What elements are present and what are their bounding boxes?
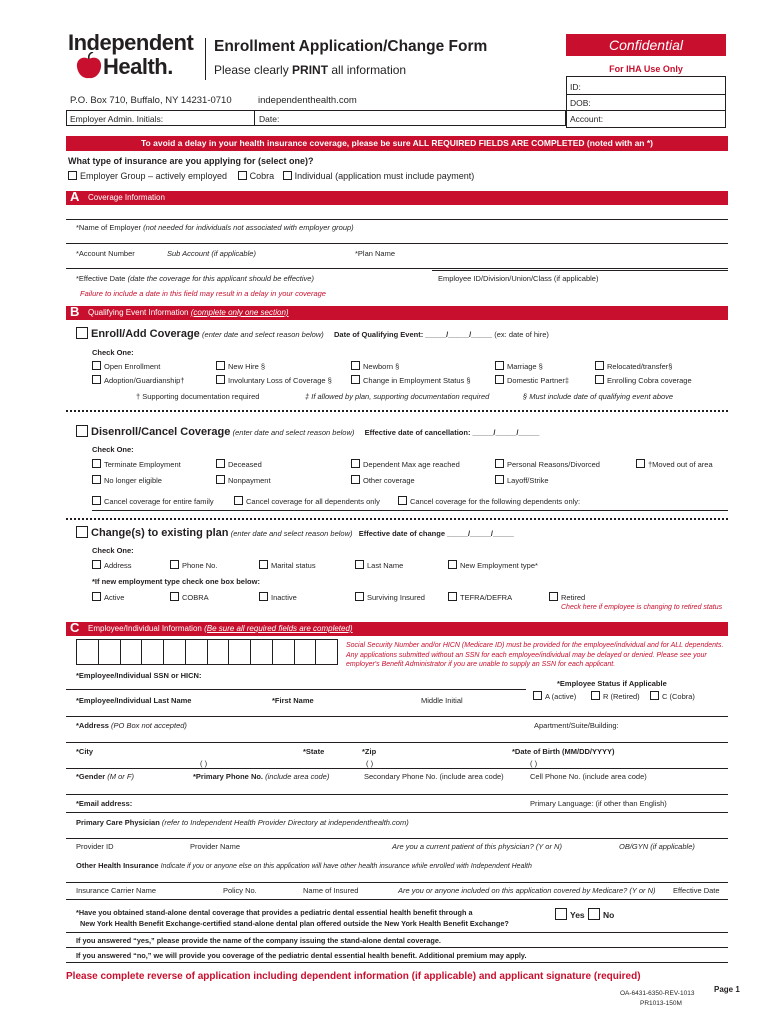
logo-wordmark-top: Independent	[68, 30, 194, 55]
middle-initial[interactable]: Middle Initial	[421, 696, 463, 705]
insurance-individual[interactable]: Individual (application must include payment)	[283, 171, 475, 181]
enroll-newborn[interactable]: Newborn §	[351, 361, 399, 371]
emp-cobra[interactable]: COBRA	[170, 592, 209, 602]
status-active[interactable]: A (active)	[533, 691, 576, 701]
last-name[interactable]: *Employee/Individual Last Name	[76, 696, 192, 705]
employee-status-label: *Employee Status if Applicable	[557, 679, 667, 688]
employer-admin-row	[66, 110, 566, 126]
confidential-banner: Confidential	[566, 34, 726, 56]
cancel-following-dependents[interactable]: Cancel coverage for the following dependents only:	[398, 496, 580, 506]
state-field[interactable]: *State	[303, 747, 325, 756]
enroll-add-coverage: Enroll/Add Coverage (enter date and select reason below) Date of Qualifying Event: _____/_____/_____ (ex: date of hire)	[76, 327, 549, 340]
print-code: PR1013-150M	[640, 1000, 682, 1007]
form-code: OA-6431-6350-REV-1013	[620, 990, 695, 997]
primary-phone[interactable]: *Primary Phone No. (include area code)	[193, 772, 330, 781]
obgyn[interactable]: OB/GYN (if applicable)	[619, 842, 695, 851]
area-code-parens: ( )	[530, 759, 538, 768]
change-employment-type[interactable]: New Employment type*	[448, 560, 538, 570]
iha-id-field: ID:	[570, 82, 581, 92]
policy-number[interactable]: Policy No.	[223, 886, 257, 895]
section-a-header: A Coverage Information	[66, 191, 728, 205]
current-patient[interactable]: Are you a current patient of this physician? (Y or N)	[392, 842, 562, 851]
dental-yes[interactable]: Yes	[555, 908, 585, 920]
header-divider	[205, 38, 206, 80]
enroll-marriage[interactable]: Marriage §	[495, 361, 543, 371]
status-cobra[interactable]: C (Cobra)	[650, 691, 695, 701]
dental-if-yes: If you answered “yes,” please provide the name of the company issuing the stand-alone dental coverage.	[76, 936, 441, 945]
medicare-question[interactable]: Are you or anyone included on this application covered by Medicare? (Y or N)	[398, 886, 656, 895]
disenroll-other-coverage[interactable]: Other coverage	[351, 475, 415, 485]
ssn-boxes[interactable]	[76, 639, 338, 665]
medicare-effective-date[interactable]: Effective Date	[673, 886, 720, 895]
zip-field[interactable]: *Zip	[362, 747, 377, 756]
dental-if-no: If you answered “no,” we will provide you coverage of the pediatric dental essential health benefit. Additional premium may apply.	[76, 951, 527, 960]
primary-language[interactable]: Primary Language: (if other than English)	[530, 799, 667, 808]
city-field[interactable]: *City	[76, 747, 94, 756]
page-number: Page 1	[714, 985, 740, 994]
retired-note: Check here if employee is changing to retired status	[561, 604, 723, 611]
disenroll-checkbox[interactable]	[76, 425, 88, 437]
cell-phone[interactable]: Cell Phone No. (include area code)	[530, 772, 647, 781]
disenroll-check-one: Check One:	[92, 445, 134, 454]
ssn-requirement-note: Social Security Number and/or HICN (Medicare ID) must be provided for the employee/individual and for ALL dependents. Any applications submitted without an SSN for each employee/individual may be delayed or denied. Please see your employer's Benefit Administrator if you are unable to supply an SSN for each applicant.	[346, 642, 724, 668]
insurance-type-options	[68, 171, 474, 181]
enroll-employment-status-change[interactable]: Change in Employment Status §	[351, 375, 471, 385]
enroll-check-one: Check One:	[92, 348, 134, 357]
insurance-cobra[interactable]: Cobra	[238, 171, 275, 181]
change-checkbox[interactable]	[76, 526, 88, 538]
required-fields-notice: To avoid a delay in your health insurance coverage, please be sure ALL REQUIRED FIELDS ARE COMPLETED (noted with an *)	[66, 136, 728, 151]
plan-name[interactable]: *Plan Name	[355, 249, 396, 258]
email-field[interactable]: *Email address:	[76, 799, 133, 808]
iha-use-label: For IHA Use Only	[609, 64, 683, 74]
employer-admin-initials[interactable]: Employer Admin. Initials:	[70, 114, 164, 124]
iha-account-field: Account:	[570, 114, 604, 124]
disenroll-cancel-coverage: Disenroll/Cancel Coverage (enter date and select reason below) Effective date of cancellation: _____/_____/_____	[76, 425, 539, 438]
dental-no[interactable]: No	[588, 908, 614, 920]
disenroll-no-longer-eligible[interactable]: No longer eligible	[92, 475, 162, 485]
apple-icon	[76, 52, 102, 80]
enroll-new-hire[interactable]: New Hire §	[216, 361, 265, 371]
insurance-employer-group[interactable]: Employer Group – actively employed	[68, 171, 227, 181]
secondary-phone[interactable]: Secondary Phone No. (include area code)	[364, 772, 504, 781]
disenroll-deceased[interactable]: Deceased	[216, 459, 262, 469]
website: independenthealth.com	[258, 95, 357, 106]
effective-date[interactable]: *Effective Date (date the coverage for this applicant should be effective)	[76, 274, 314, 283]
first-name[interactable]: *First Name	[272, 696, 314, 705]
carrier-name[interactable]: Insurance Carrier Name	[76, 886, 157, 895]
cancel-all-dependents[interactable]: Cancel coverage for all dependents only	[234, 496, 380, 506]
ssn-label: *Employee/Individual SSN or HICN:	[76, 671, 202, 680]
section-c-header: C Employee/Individual Information (Be sure all required fields are completed)	[66, 622, 728, 636]
disenroll-nonpayment[interactable]: Nonpayment	[216, 475, 271, 485]
emp-tefra[interactable]: TEFRA/DEFRA	[448, 592, 512, 602]
change-last-name[interactable]: Last Name	[355, 560, 403, 570]
admin-date[interactable]: Date:	[259, 114, 280, 124]
change-address[interactable]: Address	[92, 560, 132, 570]
enroll-note-qualifying-date: § Must include date of qualifying event above	[523, 392, 674, 401]
logo-wordmark-bottom: Health.	[103, 54, 173, 79]
new-employment-instruction: *If new employment type check one box below:	[92, 577, 260, 586]
change-check-one: Check One:	[92, 546, 134, 555]
sub-account[interactable]: Sub Account (if applicable)	[167, 249, 256, 258]
enroll-open-enrollment[interactable]: Open Enrollment	[92, 361, 160, 371]
disenroll-terminate[interactable]: Terminate Employment	[92, 459, 181, 469]
mailing-address: P.O. Box 710, Buffalo, NY 14231-0710	[70, 95, 232, 106]
form-subtitle: Please clearly PRINT all information	[214, 63, 407, 77]
emp-surviving[interactable]: Surviving Insured	[355, 592, 425, 602]
divider	[66, 518, 728, 520]
emp-retired[interactable]: Retired	[549, 592, 585, 602]
disenroll-moved[interactable]: †Moved out of area	[636, 459, 713, 469]
logo	[68, 30, 198, 82]
dob-field[interactable]: *Date of Birth (MM/DD/YYYY)	[512, 747, 615, 756]
other-insurance-label: Other Health Insurance Indicate if you or anyone else on this application will have other health insurance while enrolled with Independent Health	[76, 861, 532, 870]
enroll-note-supporting-docs: † Supporting documentation required	[136, 392, 260, 401]
effective-date-warning: Failure to include a date in this field may result in a delay in your coverage	[80, 289, 326, 298]
emp-inactive[interactable]: Inactive	[259, 592, 297, 602]
employee-id-division[interactable]: Employee ID/Division/Union/Class (if applicable)	[438, 274, 599, 283]
area-code-parens: ( )	[366, 759, 374, 768]
enroll-note-domestic: ‡ If allowed by plan, supporting documentation required	[305, 392, 490, 401]
iha-dob-field: DOB:	[570, 98, 591, 108]
form-title: Enrollment Application/Change Form	[214, 38, 488, 55]
area-code-parens: ( )	[200, 759, 208, 768]
name-of-insured[interactable]: Name of Insured	[303, 886, 359, 895]
enroll-domestic-partner[interactable]: Domestic Partner‡	[495, 375, 569, 385]
section-b-header: B Qualifying Event Information (complete only one section)	[66, 306, 728, 320]
change-existing-plan: Change(s) to existing plan (enter date and select reason below) Effective date of change _____/_____/_____	[76, 526, 514, 539]
apartment-field[interactable]: Apartment/Suite/Building:	[534, 721, 619, 730]
enroll-relocated[interactable]: Relocated/transfer§	[595, 361, 672, 371]
enroll-checkbox[interactable]	[76, 327, 88, 339]
provider-name[interactable]: Provider Name	[190, 842, 241, 851]
reverse-instruction: Please complete reverse of application including dependent information (if applicable) and applicant signature (required)	[66, 971, 641, 982]
gender-field[interactable]: *Gender (M or F)	[76, 772, 134, 781]
address-field[interactable]: *Address (PO Box not accepted)	[76, 721, 187, 730]
disenroll-layoff[interactable]: Layoff/Strike	[495, 475, 549, 485]
iha-use-box	[566, 76, 726, 128]
enroll-cobra[interactable]: Enrolling Cobra coverage	[595, 375, 692, 385]
pcp-label: Primary Care Physician (refer to Independent Health Provider Directory at independenthealth.com)	[76, 818, 409, 827]
disenroll-max-age[interactable]: Dependent Max age reached	[351, 459, 460, 469]
dental-question: *Have you obtained stand-alone dental coverage that provides a pediatric dental essential health benefit through a New York Health Benefit Exchange-certified stand-alone dental plan offered outside the New York Health Benefit Exchange?	[76, 908, 509, 928]
insurance-type-question: What type of insurance are you applying for (select one)?	[68, 156, 314, 166]
status-retired[interactable]: R (Retired)	[591, 691, 640, 701]
emp-active[interactable]: Active	[92, 592, 124, 602]
disenroll-personal[interactable]: Personal Reasons/Divorced	[495, 459, 600, 469]
cancel-entire-family[interactable]: Cancel coverage for entire family	[92, 496, 214, 506]
change-phone[interactable]: Phone No.	[170, 560, 217, 570]
account-number[interactable]: *Account Number	[76, 249, 135, 258]
provider-id[interactable]: Provider ID	[76, 842, 114, 851]
change-marital[interactable]: Marital status	[259, 560, 316, 570]
enroll-adoption[interactable]: Adoption/Guardianship†	[92, 375, 184, 385]
name-of-employer[interactable]: *Name of Employer (not needed for individuals not associated with employer group)	[76, 223, 354, 232]
enroll-involuntary-loss[interactable]: Involuntary Loss of Coverage §	[216, 375, 332, 385]
divider	[66, 410, 728, 412]
